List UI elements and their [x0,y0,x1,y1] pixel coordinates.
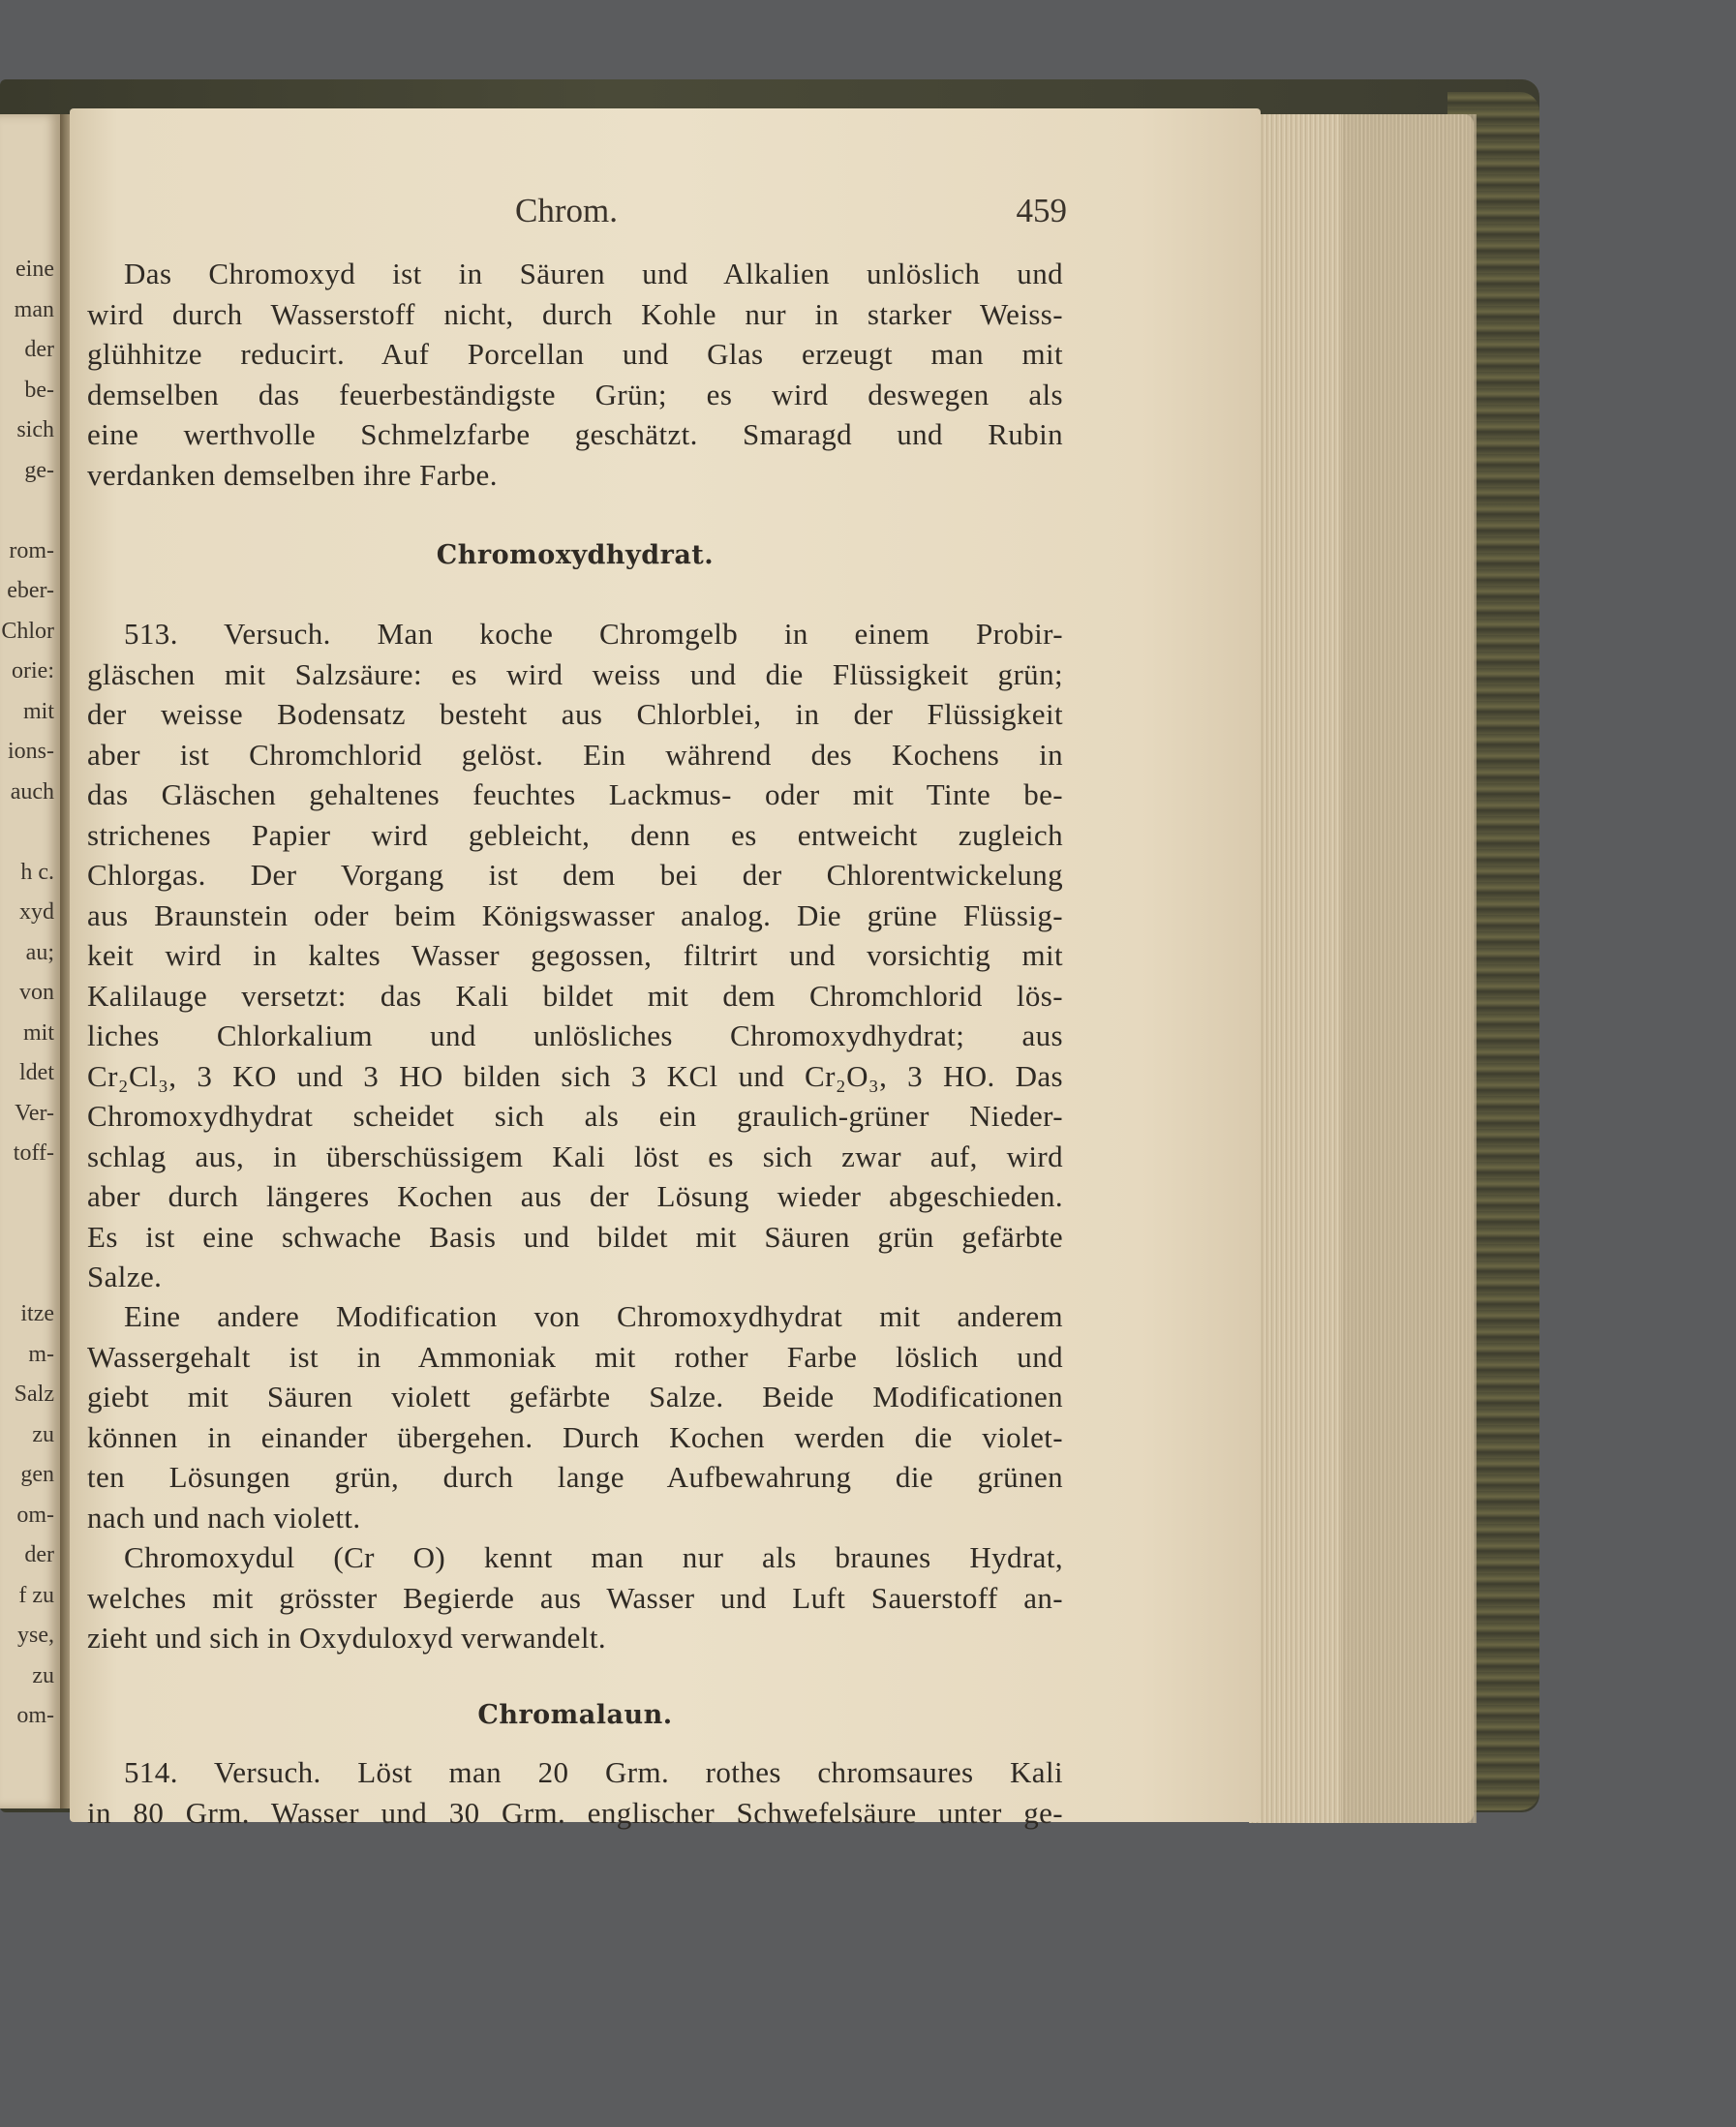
left-page-fragment: ions- [8,739,54,764]
text-line: verdanken demselben ihre Farbe. [87,457,498,492]
left-page-fragment: m- [28,1341,54,1367]
running-title: Chrom. [515,192,618,229]
left-page-fragment: mit [22,1019,54,1046]
left-page-fragment [0,1214,54,1255]
running-header [89,192,1067,240]
text-line: Chlorgas. Der Vorgang ist dem bei der Chlorentwickelung [87,858,1063,892]
paragraph-chromoxydul [87,1537,1063,1658]
left-page-text-fragments [0,250,54,1737]
left-page-fragment [0,1174,54,1215]
text-line: schlag aus, in überschüssigem Kali löst es sich zwar auf, wird [87,1139,1063,1173]
left-page-fragment: f zu [18,1582,54,1608]
left-page-fragment: itze [20,1301,54,1326]
page-stack-shading [1341,114,1477,1823]
text-line: der weisse Bodensatz besteht aus Chlorblei, in der Flüssigkeit [87,697,1063,731]
text-line: liches Chlorkalium und unlösliches Chromoxydhydrat; aus [87,1018,1063,1052]
section-heading-chromoxydhydrat: Chromoxydhydrat. [436,540,715,570]
text-line: in 80 Grm. Wasser und 30 Grm. englischer Schwefelsäure unter ge- [87,1795,1063,1830]
left-page-fragment: man [14,296,54,322]
left-page-fragment: Ver- [15,1100,54,1126]
left-page-fragment: om- [16,1703,54,1728]
left-page-fragment: zu [32,1421,54,1447]
left-page-fragment: om- [16,1502,54,1528]
paragraph-modification [87,1296,1063,1537]
text-line: zieht und sich in Oxyduloxyd verwandelt. [87,1621,607,1655]
left-page-fragment: der [24,1542,54,1567]
text-line: wird durch Wasserstoff nicht, durch Kohle nur in starker Weiss- [87,296,1063,331]
left-page-fragment [0,1255,54,1295]
left-page-fragment: Salz [14,1382,54,1407]
text-line: demselben das feuerbeständigste Grün; es wird deswegen als [87,377,1063,411]
paragraph-versuch-514 [87,1752,1063,1833]
text-line: Wassergehalt ist in Ammoniak mit rother Farbe löslich und [87,1339,1063,1374]
text-line: ten Lösungen grün, durch lange Aufbewahrung die grünen [87,1460,1063,1494]
left-page-fragment [0,491,54,532]
text-line: Eine andere Modification von Chromoxydhydrat mit anderem [124,1299,1063,1333]
left-page-fragment: h c. [20,859,54,885]
text-line: strichenes Papier wird gebleicht, denn es entweicht zugleich [87,817,1063,852]
left-page-fragment: rom- [9,537,54,563]
left-page-fragment: orie: [12,658,54,684]
left-page-fragment: toff- [13,1140,54,1166]
text-line: eine werthvolle Schmelzfarbe geschätzt. Smaragd und Rubin [87,417,1063,451]
left-page-fragment: yse, [17,1623,54,1648]
left-page-fragment: be- [24,377,54,403]
left-page [0,114,60,1808]
text-line: gläschen mit Salzsäure: es wird weiss und die Flüssigkeit grün; [87,656,1063,691]
text-line: nach und nach violett. [87,1500,361,1534]
left-page-fragment: ge- [24,457,54,483]
section-heading-chromalaun: Chromalaun. [477,1700,673,1730]
paragraph-chromoxyd [87,254,1063,495]
left-page-fragment: xyd [19,899,54,925]
text-line: 513. Versuch. Man koche Chromgelb in einem Probir- [124,617,1063,651]
text-line: Es ist eine schwache Basis und bildet mit Säuren grün gefärbte [87,1219,1063,1254]
text-line: können in einander übergehen. Durch Kochen werden die violet- [87,1419,1063,1454]
page-number: 459 [1016,192,1067,229]
left-page-fragment: mit [22,698,54,724]
text-line: aber durch längeres Kochen aus der Lösung wieder abgeschieden. [87,1179,1063,1213]
text-line: giebt mit Säuren violett gefärbte Salze. Beide Modificationen [87,1380,1063,1413]
text-line: Kalilauge versetzt: das Kali bildet mit dem Chromchlorid lös- [87,978,1063,1013]
left-page-fragment: von [19,980,54,1005]
text-line: Chromoxydhydrat scheidet sich als ein graulich-grüner Nieder- [87,1099,1063,1133]
text-line: Das Chromoxyd ist in Säuren und Alkalien unlöslich und [124,257,1063,290]
left-page-fragment: zu [32,1662,54,1688]
left-page-fragment: auch [10,778,54,805]
left-page-fragment: Chlor [1,618,54,644]
left-page-fragment: eine [15,257,54,282]
text-line: Cr₂Cl₃, 3 KO und 3 HO bilden sich 3 KCl und Cr₂O₃, 3 HO. Das [87,1058,1063,1093]
left-page-fragment: eber- [7,578,54,603]
left-page-fragment [0,812,54,853]
text-line: glühhitze reducirt. Auf Porcellan und Glas erzeugt man mit [87,337,1063,371]
text-line: 514. Versuch. Löst man 20 Grm. rothes chromsaures Kali [124,1755,1063,1789]
left-page-fragment: sich [16,417,54,442]
text-line: Chromoxydul (Cr O) kennt man nur als braunes Hydrat, [124,1540,1063,1574]
text-line: aus Braunstein oder beim Königswasser analog. Die grüne Flüssig- [87,897,1063,932]
text-line: aber ist Chromchlorid gelöst. Ein während des Kochens in [87,737,1063,772]
left-page-fragment: gen [20,1462,54,1487]
text-line: welches mit grösster Begierde aus Wasser und Luft Sauerstoff an- [87,1580,1063,1615]
left-page-fragment: der [24,337,54,362]
text-line: Salze. [87,1260,163,1293]
text-line: das Gläschen gehaltenes feuchtes Lackmus- oder mit Tinte be- [87,777,1063,811]
left-page-fragment: ldet [19,1060,54,1085]
paragraph-versuch-513 [87,614,1063,1297]
left-page-fragment: au; [25,939,54,965]
text-line: keit wird in kaltes Wasser gegossen, filtrirt und vorsichtig mit [87,938,1063,972]
